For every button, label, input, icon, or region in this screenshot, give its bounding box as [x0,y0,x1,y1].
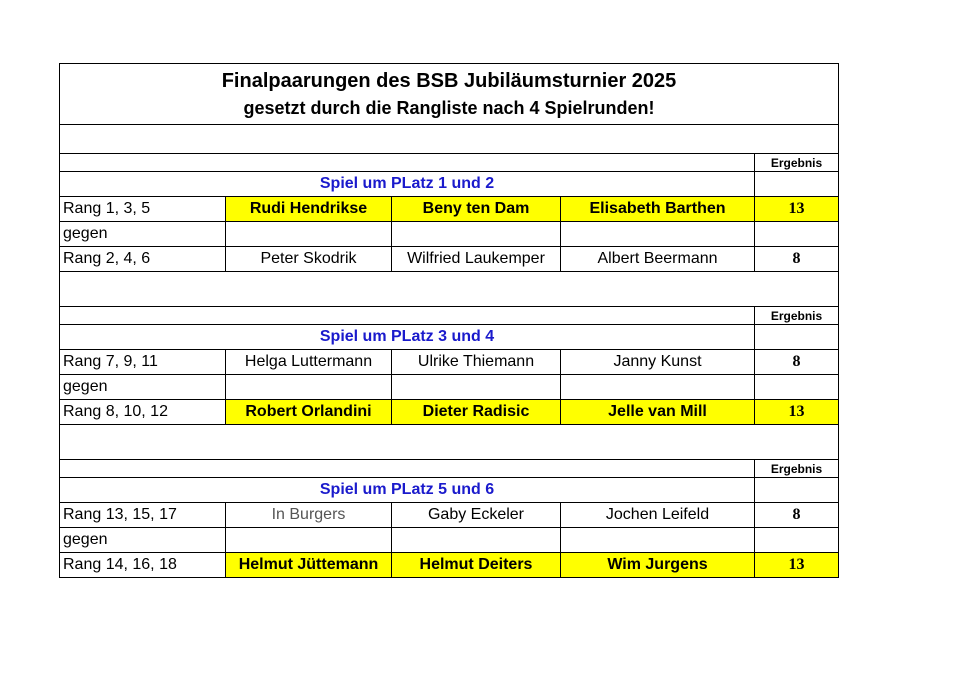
versus-label: gegen [60,222,226,247]
empty-cell [226,222,392,247]
spacer-cell [60,460,755,478]
player-name: Wim Jurgens [561,553,755,578]
team-score: 8 [755,247,839,272]
spacer-row [60,125,839,154]
empty-cell [755,478,839,503]
team-rank: Rang 2, 4, 6 [60,247,226,272]
player-name: Rudi Hendrikse [226,197,392,222]
spacer-row [60,272,839,307]
team-score: 8 [755,350,839,375]
player-name: Helmut Jüttemann [226,553,392,578]
player-name: Beny ten Dam [392,197,561,222]
team-rank: Rang 14, 16, 18 [60,553,226,578]
empty-cell [755,222,839,247]
player-name: Dieter Radisic [392,400,561,425]
player-name: Elisabeth Barthen [561,197,755,222]
team-rank: Rang 8, 10, 12 [60,400,226,425]
spacer-cell [60,307,755,325]
player-name: Wilfried Laukemper [392,247,561,272]
spacer-cell [60,154,755,172]
player-name: Helga Luttermann [226,350,392,375]
empty-cell [561,528,755,553]
versus-label: gegen [60,375,226,400]
page-title: Finalpaarungen des BSB Jubiläumsturnier 2025 [221,69,677,92]
team-score: 13 [755,553,839,578]
empty-cell [561,222,755,247]
page-subtitle: gesetzt durch die Rangliste nach 4 Spielrunden! [243,97,655,118]
game-title: Spiel um PLatz 1 und 2 [60,172,755,197]
team-score: 13 [755,197,839,222]
empty-cell [755,375,839,400]
team-score: 8 [755,503,839,528]
player-name: Janny Kunst [561,350,755,375]
spacer-row [60,425,839,460]
title-cell [60,64,839,125]
player-name: Jelle van Mill [561,400,755,425]
team-rank: Rang 13, 15, 17 [60,503,226,528]
player-name: Robert Orlandini [226,400,392,425]
player-name: Jochen Leifeld [561,503,755,528]
player-name: Albert Beermann [561,247,755,272]
game-title: Spiel um PLatz 5 und 6 [60,478,755,503]
result-header: Ergebnis [755,460,839,478]
empty-cell [392,222,561,247]
result-header: Ergebnis [755,307,839,325]
player-name: In Burgers [226,503,392,528]
player-name: Ulrike Thiemann [392,350,561,375]
player-name: Peter Skodrik [226,247,392,272]
empty-cell [226,528,392,553]
empty-cell [755,528,839,553]
empty-cell [392,528,561,553]
results-sheet [59,63,838,578]
empty-cell [392,375,561,400]
game-title: Spiel um PLatz 3 und 4 [60,325,755,350]
player-name: Helmut Deiters [392,553,561,578]
empty-cell [561,375,755,400]
empty-cell [755,172,839,197]
player-name: Gaby Eckeler [392,503,561,528]
team-rank: Rang 7, 9, 11 [60,350,226,375]
empty-cell [755,325,839,350]
team-score: 13 [755,400,839,425]
empty-cell [226,375,392,400]
result-header: Ergebnis [755,154,839,172]
versus-label: gegen [60,528,226,553]
final-pairings-table [59,63,839,578]
team-rank: Rang 1, 3, 5 [60,197,226,222]
